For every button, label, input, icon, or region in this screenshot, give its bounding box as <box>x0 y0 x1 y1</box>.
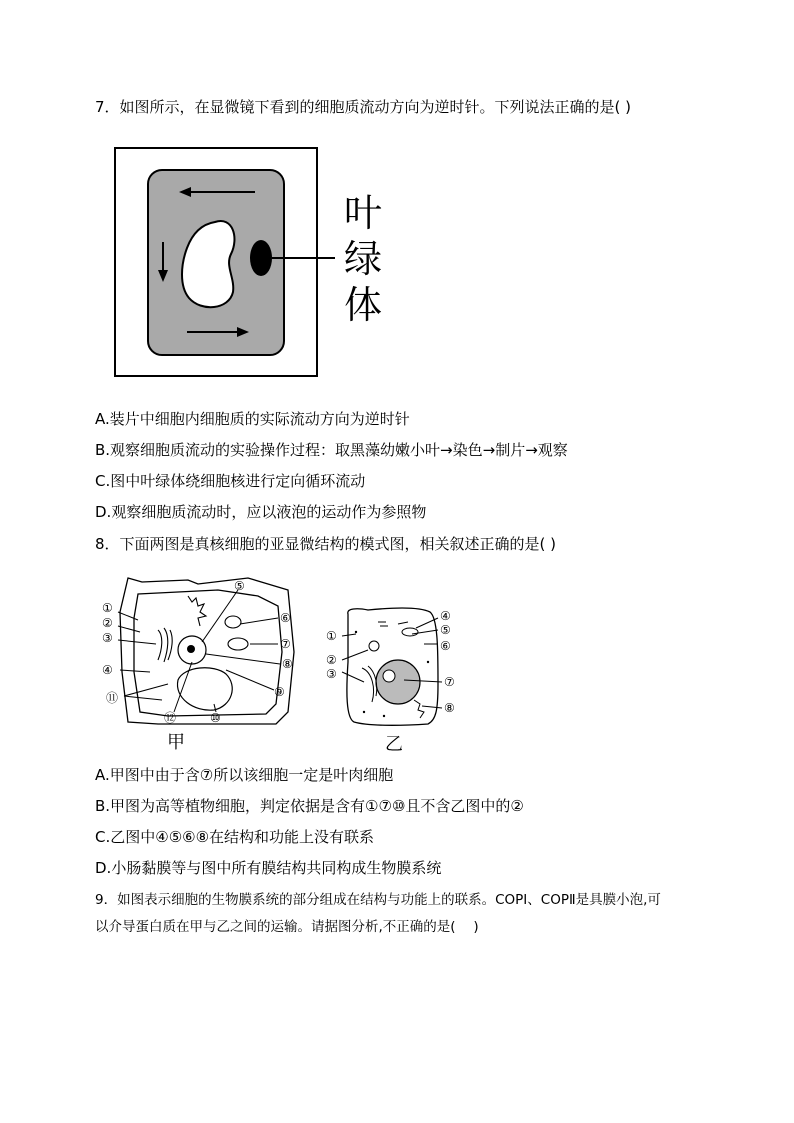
animal-cell-yi <box>326 608 455 755</box>
question-9-stem-line-2: 以介导蛋白质在甲与乙之间的运输。请据图分析,不正确的是( ) <box>95 919 479 935</box>
figure-chloroplast-flow <box>113 146 393 378</box>
chloroplast <box>250 240 272 276</box>
q7-option-d: D.观察细胞质流动时，应以液泡的运动作为参照物 <box>95 503 427 521</box>
jia-label-6: ⑥ <box>280 611 291 625</box>
q7-option-c: C.图中叶绿体绕细胞核进行定向循环流动 <box>95 472 366 490</box>
caption-yi: 乙 <box>385 734 403 755</box>
caption-jia: 甲 <box>167 732 185 753</box>
jia-label-7: ⑦ <box>280 637 291 651</box>
yi-label-7: ⑦ <box>444 675 455 689</box>
plant-cell-jia <box>102 578 294 753</box>
yi-label-3: ③ <box>326 667 337 681</box>
yi-label-5: ⑤ <box>440 623 451 637</box>
yi-label-1: ① <box>326 629 337 643</box>
jia-label-10: ⑩ <box>210 711 221 725</box>
figure-label-char-3: 体 <box>343 283 383 327</box>
figure-label-char-1: 叶 <box>343 191 383 235</box>
figure-cell-structures <box>98 572 478 757</box>
jia-label-12: ⑫ <box>164 711 177 725</box>
cells-svg <box>98 572 478 757</box>
figure-label-char-2: 绿 <box>343 237 383 281</box>
cell-diagram-svg <box>113 146 393 378</box>
jia-label-11: ⑪ <box>106 691 119 705</box>
question-9-stem-line-1: 9．如图表示细胞的生物膜系统的部分组成在结构与功能上的联系。COPⅠ、COPⅡ是具膜小泡,可 <box>95 892 661 908</box>
jia-label-5: ⑤ <box>234 579 245 593</box>
jia-label-1: ① <box>102 601 113 615</box>
yi-label-4: ④ <box>440 609 451 623</box>
yi-label-8: ⑧ <box>444 701 455 715</box>
jia-label-2: ② <box>102 616 113 630</box>
q7-option-b: B.观察细胞质流动的实验操作过程：取黑藻幼嫩小叶→染色→制片→观察 <box>95 441 568 459</box>
jia-label-4: ④ <box>102 663 113 677</box>
question-7-stem: 7．如图所示，在显微镜下看到的细胞质流动方向为逆时针。下列说法正确的是( ) <box>95 98 632 116</box>
q7-option-a: A.装片中细胞内细胞质的实际流动方向为逆时针 <box>95 410 410 428</box>
q8-option-a: A.甲图中由于含⑦所以该细胞一定是叶肉细胞 <box>95 766 394 784</box>
q8-option-d: D.小肠黏膜等与图中所有膜结构共同构成生物膜系统 <box>95 859 442 877</box>
jia-label-8: ⑧ <box>282 657 293 671</box>
yi-label-2: ② <box>326 653 337 667</box>
yi-label-6: ⑥ <box>440 639 451 653</box>
jia-label-9: ⑨ <box>274 685 285 699</box>
q8-option-b: B.甲图为高等植物细胞，判定依据是含有①⑦⑩且不含乙图中的② <box>95 797 524 815</box>
question-8-stem: 8．下面两图是真核细胞的亚显微结构的模式图，相关叙述正确的是( ) <box>95 535 557 553</box>
q8-option-c: C.乙图中④⑤⑥⑧在结构和功能上没有联系 <box>95 828 375 846</box>
jia-label-3: ③ <box>102 631 113 645</box>
